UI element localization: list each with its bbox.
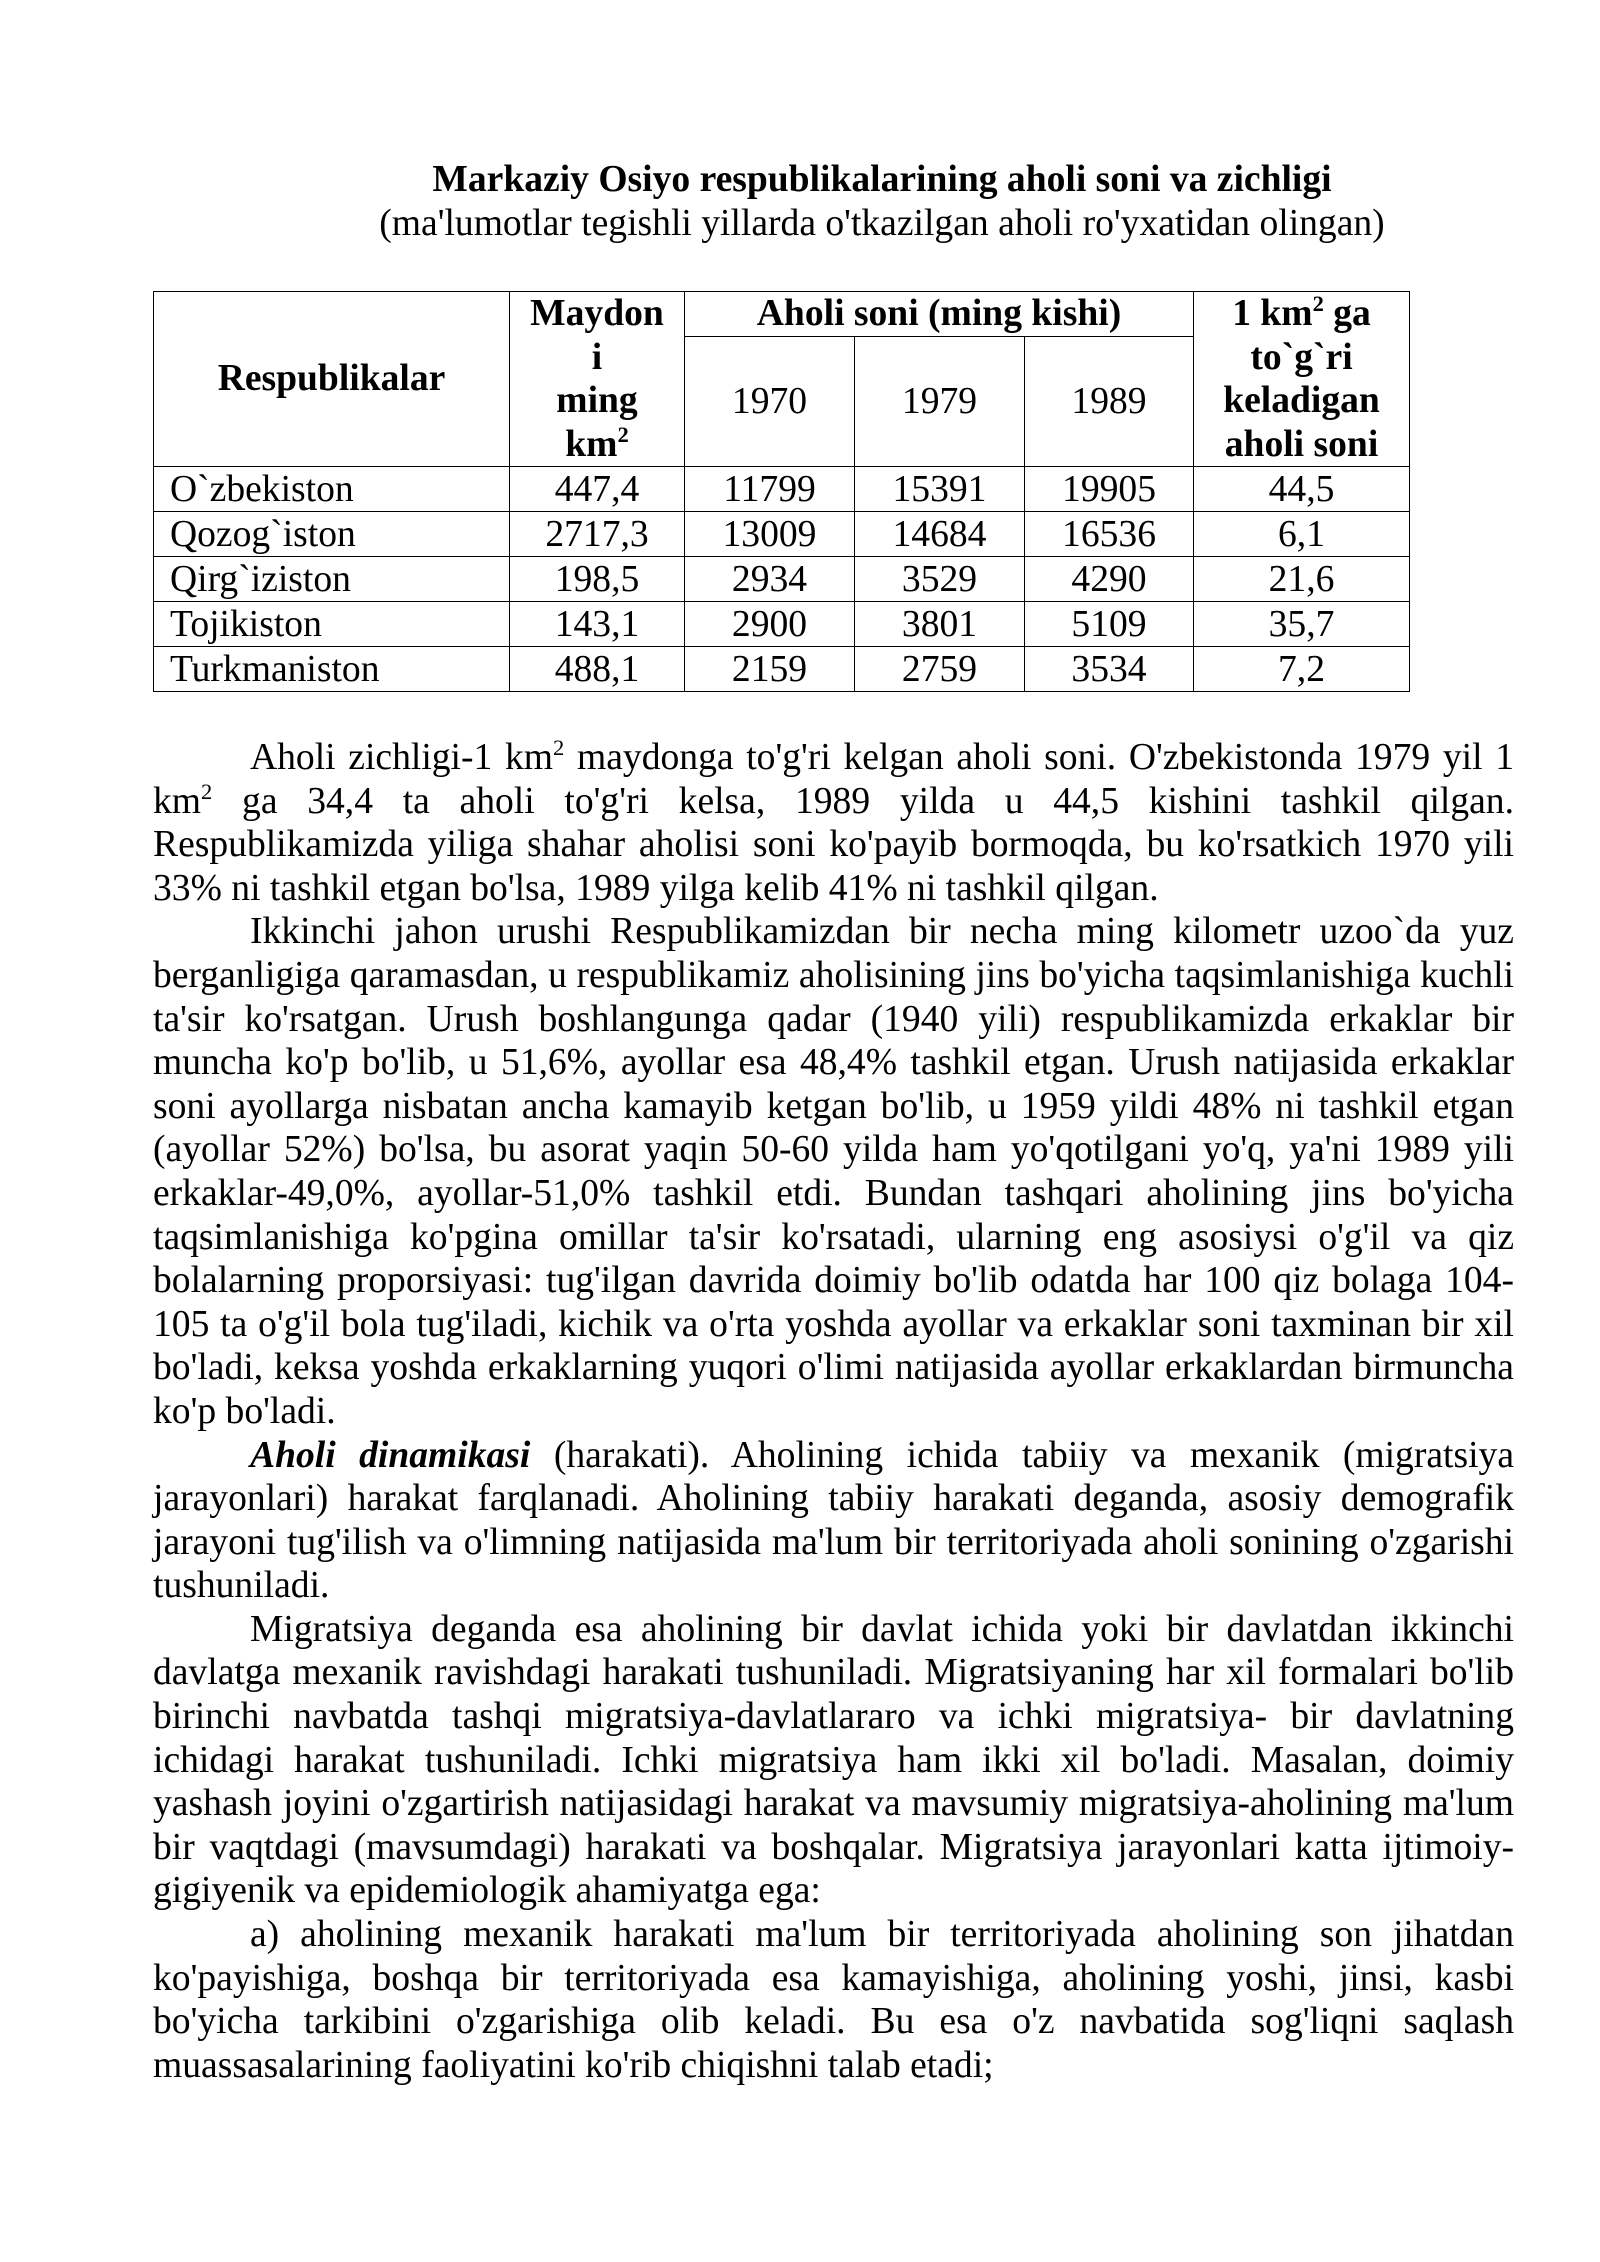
header-density bbox=[1194, 292, 1410, 467]
table-header-row bbox=[154, 292, 1410, 337]
paragraph-war-impact: Ikkinchi jahon urushi Respublikamizdan bir necha ming kilometr uzoo`da yuz berganligiga qaramasdan, u respublikamiz aholisining jins bo'yicha taqsimlanishiga kuchli ta'sir ko'rsatgan. Urush boshlangunga qadar (1940 yili) respublikamizda erkaklar bir muncha ko'p bo'lib, u 51,6%, ayollar esa 48,4% tashkil etgan. Urush natijasida erkaklar soni ayollarga nisbatan ancha kamayib ketgan bo'lib, u 1959 yildi 48% ni tashkil etgan (ayollar 52%) bo'lsa, bu asorat yaqin 50-60 yilda ham yo'qotilgani yo'q, ya'ni 1989 yili erkaklar-49,0%, ayollar-51,0% tashkil etdi. Bundan tashqari aholining jins bo'yicha taqsimlanishiga ko'pgina omillar ta'sir ko'rsatadi, ularning eng asosiysi o'g'il va qiz bolalarning proporsiyasi: tug'ilgan davrida doimiy bo'lib odatda har 100 qiz bolaga 104-105 ta o'g'il bola tug'iladi, kichik va o'rta yoshda ayollar va erkaklar soni taxminan bir xil bo'ladi, keksa yoshda erkaklarning yuqori o'limi natijasida ayollar erkaklardan birmuncha ko'p bo'ladi. bbox=[153, 911, 1514, 1432]
header-density-text: 1 km bbox=[1232, 293, 1313, 334]
body-text bbox=[153, 736, 1514, 2087]
header-population: Aholi soni (ming kishi) bbox=[685, 292, 1194, 337]
cell-pop-1989: 4290 bbox=[1025, 557, 1194, 602]
header-area bbox=[510, 292, 685, 467]
table-title: Markaziy Osiyo respublikalarining aholi soni va zichligi bbox=[432, 159, 1332, 200]
superscript: 2 bbox=[617, 421, 629, 447]
cell-pop-1970: 13009 bbox=[685, 512, 855, 557]
header-year-1970: 1970 bbox=[685, 337, 855, 467]
cell-republic: Turkmaniston bbox=[154, 647, 510, 692]
table-row bbox=[154, 512, 1410, 557]
header-density-line: keladigan bbox=[1223, 380, 1380, 422]
header-year-1989: 1989 bbox=[1025, 337, 1194, 467]
cell-pop-1979: 3529 bbox=[855, 557, 1025, 602]
header-area-line: i bbox=[591, 336, 603, 378]
cell-pop-1970: 2934 bbox=[685, 557, 855, 602]
cell-density: 35,7 bbox=[1194, 602, 1410, 647]
cell-pop-1979: 3801 bbox=[855, 602, 1025, 647]
cell-pop-1979: 15391 bbox=[855, 467, 1025, 512]
header-density-line: aholi soni bbox=[1224, 423, 1379, 465]
header-area-line: ming bbox=[556, 380, 638, 422]
document-heading bbox=[250, 158, 1514, 245]
header-area-line: Maydon bbox=[530, 293, 664, 334]
cell-pop-1970: 11799 bbox=[685, 467, 855, 512]
header-density-text: ga bbox=[1323, 293, 1371, 334]
table-row bbox=[154, 467, 1410, 512]
cell-pop-1979: 14684 bbox=[855, 512, 1025, 557]
header-density-line bbox=[1194, 292, 1409, 336]
paragraph-migration: Migratsiya deganda esa aholining bir davlat ichida yoki bir davlatdan ikkinchi davlatga mexanik ravishdagi harakati tushuniladi. Migratsiyaning har xil formalari bo'lib birinchi navbatda tashqi migratsiya-davlatlararo va ichki migratsiya- bir davlatning ichidagi harakat tushuniladi. Ichki migratsiya ham ikki xil bo'ladi. Masalan, doimiy yashash joyini o'zgartirish natijasidagi harakat va mavsumiy migratsiya-aholining ma'lum bir vaqtdagi (mavsumdagi) harakati va boshqalar. Migratsiya jarayonlari katta ijtimoiy-gigiyenik va epidemiologik ahamiyatga ega: bbox=[153, 1608, 1514, 1912]
cell-pop-1989: 16536 bbox=[1025, 512, 1194, 557]
header-density-line: to`g`ri bbox=[1250, 336, 1353, 378]
paragraph-lead-term: Aholi dinamikasi bbox=[250, 1434, 531, 1476]
paragraph-text: maydonga to'g'ri kelgan aholi soni. O'zbekistonda 1979 yil 1 km bbox=[153, 737, 1515, 822]
paragraph-migration-point-a: a) aholining mexanik harakati ma'lum bir territoriyada aholining son jihatdan ko'payishiga, boshqa bir territoriyada esa kamayishiga, aholining yoshi, jinsi, kasbi bo'yicha tarkibini o'zgarishiga olib keladi. Bu esa o'z navbatida sog'liqni saqlash muassasalarining faoliyatini ko'rib chiqishni talab etadi; bbox=[153, 1914, 1514, 2086]
paragraph-text: (harakati). Aholining ichida tabiiy va mexanik (migratsiya jarayonlari) harakat farqlanadi. Aholining tabiiy harakati deganda, asosiy demografik jarayoni tug'ilish va o'limning natijasida ma'lum bir territoriyada aholi sonining o'zgarishi tushuniladi. bbox=[153, 1434, 1515, 1607]
cell-area: 198,5 bbox=[510, 557, 685, 602]
paragraph-text: ga 34,4 ta aholi to'g'ri kelsa, 1989 yilda u 44,5 kishini tashkil qilgan. Respublikamizda yiliga shahar aholisi soni ko'payib bormoqda, bu ko'rsatkich 1970 yili 33% ni tashkil etgan bo'lsa, 1989 yilga kelib 41% ni tashkil qilgan. bbox=[153, 780, 1514, 909]
cell-area: 2717,3 bbox=[510, 512, 685, 557]
header-area-unit: km bbox=[565, 423, 618, 465]
cell-area: 488,1 bbox=[510, 647, 685, 692]
cell-area: 143,1 bbox=[510, 602, 685, 647]
table-row bbox=[154, 602, 1410, 647]
header-year-1979: 1979 bbox=[855, 337, 1025, 467]
cell-density: 44,5 bbox=[1194, 467, 1410, 512]
paragraph-population-density bbox=[153, 736, 1514, 910]
cell-density: 21,6 bbox=[1194, 557, 1410, 602]
population-table bbox=[153, 291, 1410, 692]
cell-republic: Qirg`iziston bbox=[154, 557, 510, 602]
cell-pop-1989: 3534 bbox=[1025, 647, 1194, 692]
superscript: 2 bbox=[1312, 291, 1324, 317]
cell-density: 6,1 bbox=[1194, 512, 1410, 557]
header-republics: Respublikalar bbox=[154, 292, 510, 467]
cell-pop-1970: 2900 bbox=[685, 602, 855, 647]
table-subtitle: (ma'lumotlar tegishli yillarda o'tkazilgan aholi ro'yxatidan olingan) bbox=[379, 202, 1385, 244]
cell-area: 447,4 bbox=[510, 467, 685, 512]
paragraph-population-dynamics bbox=[153, 1434, 1514, 1608]
superscript: 2 bbox=[201, 778, 213, 804]
cell-republic: O`zbekiston bbox=[154, 467, 510, 512]
header-area-line bbox=[510, 423, 684, 467]
cell-pop-1979: 2759 bbox=[855, 647, 1025, 692]
superscript: 2 bbox=[553, 735, 565, 761]
table-row bbox=[154, 557, 1410, 602]
cell-republic: Tojikiston bbox=[154, 602, 510, 647]
paragraph-text: Aholi zichligi-1 km bbox=[250, 737, 554, 778]
cell-pop-1970: 2159 bbox=[685, 647, 855, 692]
cell-republic: Qozog`iston bbox=[154, 512, 510, 557]
cell-pop-1989: 5109 bbox=[1025, 602, 1194, 647]
cell-density: 7,2 bbox=[1194, 647, 1410, 692]
cell-pop-1989: 19905 bbox=[1025, 467, 1194, 512]
table-row bbox=[154, 647, 1410, 692]
